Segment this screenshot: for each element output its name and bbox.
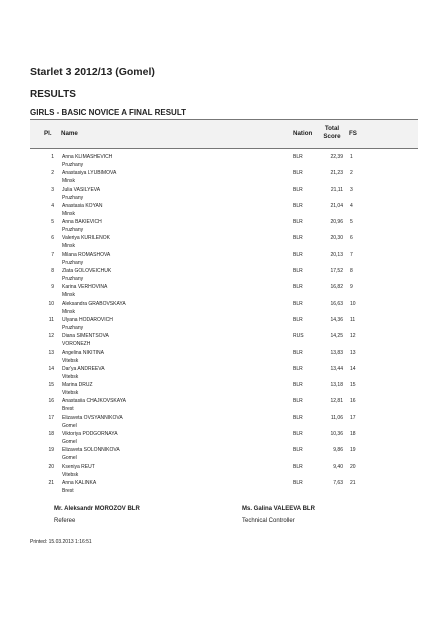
nation-cell: BLR	[293, 431, 303, 438]
place-cell: 8	[51, 268, 54, 275]
total-score-cell: 21,11	[330, 186, 343, 193]
skater-name: Diana SIMENTSOVA	[62, 333, 109, 340]
skater-club: Pruzhany	[62, 259, 84, 266]
skater-club: Vitebsk	[62, 357, 79, 364]
nation-cell: BLR	[293, 251, 303, 258]
total-score-cell: 16,82	[330, 284, 343, 291]
skater-club: Minsk	[62, 308, 76, 315]
skater-club: Vitebsk	[62, 373, 79, 380]
total-score-cell: 20,13	[330, 251, 343, 258]
total-score-cell: 12,81	[330, 398, 343, 405]
printed-timestamp: Printed: 15.03.2013 1:16:51	[30, 539, 92, 545]
fs-rank-cell: 6	[350, 235, 353, 242]
total-score-cell: 21,23	[330, 170, 343, 177]
place-cell: 9	[51, 284, 54, 291]
table-row	[30, 366, 418, 382]
place-cell: 10	[48, 300, 54, 307]
place-cell: 6	[51, 235, 54, 242]
table-row	[30, 317, 418, 333]
skater-name: Julia VASILYEVA	[62, 186, 101, 193]
place-cell: 3	[51, 186, 54, 193]
place-cell: 14	[48, 365, 54, 372]
nation-cell: BLR	[293, 365, 303, 372]
place-cell: 13	[48, 349, 54, 356]
skater-club: Gomel	[62, 439, 77, 446]
total-score-cell: 21,04	[330, 202, 343, 209]
fs-rank-cell: 1	[350, 154, 353, 160]
total-score-cell: 13,44	[330, 365, 343, 372]
table-row	[30, 170, 418, 186]
total-score-cell: 20,96	[330, 219, 343, 226]
skater-name: Anna BAKIEVICH	[62, 219, 102, 226]
total-score-cell: 9,86	[333, 447, 343, 454]
event-title: Starlet 3 2012/13 (Gomel)	[30, 66, 155, 78]
nation-cell: BLR	[293, 414, 303, 421]
nation-cell: BLR	[293, 349, 303, 356]
table-row	[30, 235, 418, 251]
table-row	[30, 301, 418, 317]
skater-name: Angelina NIKITINA	[62, 349, 104, 356]
skater-name: Karina VERHOVINA	[62, 284, 108, 291]
fs-rank-cell: 14	[350, 365, 356, 372]
controller-name: Ms. Galina VALEEVA BLR	[242, 506, 315, 512]
skater-club: Pruzhany	[62, 276, 84, 283]
total-score-cell: 14,25	[330, 333, 343, 340]
fs-rank-cell: 7	[350, 251, 353, 258]
nation-cell: BLR	[293, 382, 303, 389]
table-row	[30, 252, 418, 268]
place-cell: 4	[51, 202, 54, 209]
fs-rank-cell: 10	[350, 300, 356, 307]
skater-club: Gomel	[62, 455, 77, 462]
nation-cell: BLR	[293, 202, 303, 209]
skater-name: Ulyana HODAROVICH	[62, 316, 113, 323]
skater-name: Valeriya KURILENOK	[62, 235, 110, 242]
skater-name: Kseniya REUT	[62, 463, 95, 470]
skater-club: Brest	[62, 406, 74, 413]
nation-cell: BLR	[293, 447, 303, 454]
skater-club: Minsk	[62, 243, 76, 250]
fs-rank-cell: 3	[350, 186, 353, 193]
place-cell: 20	[48, 463, 54, 470]
place-cell: 11	[48, 316, 54, 323]
skater-name: Aleksandra GRABOVSKAYA	[62, 300, 126, 307]
fs-rank-cell: 20	[350, 463, 356, 470]
place-cell: 12	[48, 333, 54, 340]
total-score-cell: 13,83	[330, 349, 343, 356]
total-score-cell: 20,30	[330, 235, 343, 242]
skater-club: Pruzhany	[62, 227, 84, 234]
nation-cell: BLR	[293, 398, 303, 405]
table-row	[30, 382, 418, 398]
place-cell: 18	[48, 431, 54, 438]
header-name: Name	[61, 130, 78, 137]
place-cell: 15	[48, 382, 54, 389]
skater-club: Pruzhany	[62, 162, 84, 168]
place-cell: 17	[48, 414, 54, 421]
skater-club: Pruzhany	[62, 324, 84, 331]
skater-club: Minsk	[62, 178, 76, 185]
total-score-cell: 17,52	[330, 268, 343, 275]
table-row	[30, 203, 418, 219]
header-place: Pl.	[44, 130, 52, 137]
table-row	[30, 187, 418, 203]
skater-name: Zlata GOLOVEICHUK	[62, 268, 112, 275]
skater-name: Viktoriya PODGORNAYA	[62, 431, 118, 438]
results-heading: RESULTS	[30, 89, 76, 100]
nation-cell: BLR	[293, 235, 303, 242]
nation-cell: BLR	[293, 268, 303, 275]
skater-name: Anastasia KOYAN	[62, 202, 103, 209]
skater-name: Marina DRUZ	[62, 382, 93, 389]
table-row	[30, 447, 418, 463]
header-nation: Nation	[293, 130, 313, 137]
fs-rank-cell: 9	[350, 284, 353, 291]
table-body	[30, 154, 418, 496]
total-score-cell: 14,36	[330, 316, 343, 323]
header-score-line1: Total	[324, 125, 340, 132]
fs-rank-cell: 21	[350, 479, 356, 486]
skater-name: Elizaveta SOLONNIKOVA	[62, 447, 120, 454]
fs-rank-cell: 12	[350, 333, 356, 340]
nation-cell: BLR	[293, 316, 303, 323]
skater-name: Anna KLIMASHEVICH	[62, 154, 113, 160]
table-row	[30, 480, 418, 496]
total-score-cell: 16,63	[330, 300, 343, 307]
header-score-line2: Score	[323, 133, 341, 140]
nation-cell: BLR	[293, 300, 303, 307]
fs-rank-cell: 17	[350, 414, 356, 421]
skater-club: Brest	[62, 487, 74, 494]
fs-rank-cell: 15	[350, 382, 356, 389]
nation-cell: BLR	[293, 219, 303, 226]
table-row	[30, 333, 418, 349]
table-header	[30, 119, 418, 149]
place-cell: 5	[51, 219, 54, 226]
total-score-cell: 9,40	[333, 463, 343, 470]
skater-name: Milana ROMASHOVA	[62, 251, 111, 258]
skater-name: Anastasiia CHAJKOVSKAYA	[62, 398, 127, 405]
table-row	[30, 398, 418, 414]
place-cell: 2	[51, 170, 54, 177]
table-row	[30, 268, 418, 284]
place-cell: 21	[48, 479, 54, 486]
fs-rank-cell: 18	[350, 431, 356, 438]
skater-name: Anastasiya LYUBIMOVA	[62, 170, 117, 177]
fs-rank-cell: 5	[350, 219, 353, 226]
nation-cell: BLR	[293, 186, 303, 193]
total-score-cell: 7,63	[333, 479, 343, 486]
place-cell: 16	[48, 398, 54, 405]
total-score-cell: 13,18	[330, 382, 343, 389]
skater-name: Anna KALINKA	[62, 479, 97, 486]
header-fs: FS	[349, 130, 357, 137]
table-row	[30, 154, 418, 170]
fs-rank-cell: 4	[350, 202, 353, 209]
fs-rank-cell: 16	[350, 398, 356, 405]
nation-cell: RUS	[293, 333, 304, 340]
fs-rank-cell: 19	[350, 447, 356, 454]
referee-role: Referee	[54, 518, 76, 524]
fs-rank-cell: 2	[350, 170, 353, 177]
table-row	[30, 431, 418, 447]
table-row	[30, 284, 418, 300]
nation-cell: BLR	[293, 463, 303, 470]
place-cell: 7	[51, 251, 54, 258]
results-table	[30, 119, 418, 496]
total-score-cell: 10,36	[330, 431, 343, 438]
table-row	[30, 219, 418, 235]
skater-club: Minsk	[62, 210, 76, 217]
skater-name: Elizaveta OVSYANNIKOVA	[62, 414, 123, 421]
table-row	[30, 464, 418, 480]
table-row	[30, 350, 418, 366]
controller-role: Technical Controller	[242, 518, 295, 524]
skater-club: Pruzhany	[62, 194, 84, 201]
skater-club: Gomel	[62, 422, 77, 429]
nation-cell: BLR	[293, 284, 303, 291]
fs-rank-cell: 13	[350, 349, 356, 356]
header-total-score	[321, 125, 343, 141]
category-title: GIRLS - BASIC NOVICE A FINAL RESULT	[30, 108, 187, 117]
skater-club: Minsk	[62, 292, 76, 299]
nation-cell: BLR	[293, 154, 303, 160]
table-row	[30, 415, 418, 431]
total-score-cell: 22,39	[330, 154, 343, 160]
place-cell: 19	[48, 447, 54, 454]
skater-club: Vitebsk	[62, 390, 79, 397]
skater-club: Vitebsk	[62, 471, 79, 478]
total-score-cell: 11,06	[330, 414, 343, 421]
fs-rank-cell: 11	[350, 316, 356, 323]
nation-cell: BLR	[293, 479, 303, 486]
nation-cell: BLR	[293, 170, 303, 177]
skater-club: VORONEZH	[62, 341, 91, 348]
place-cell: 1	[51, 154, 54, 160]
referee-name: Mr. Aleksandr MOROZOV BLR	[54, 506, 140, 512]
fs-rank-cell: 8	[350, 268, 353, 275]
skater-name: Dar'ya ANDREEVA	[62, 365, 105, 372]
